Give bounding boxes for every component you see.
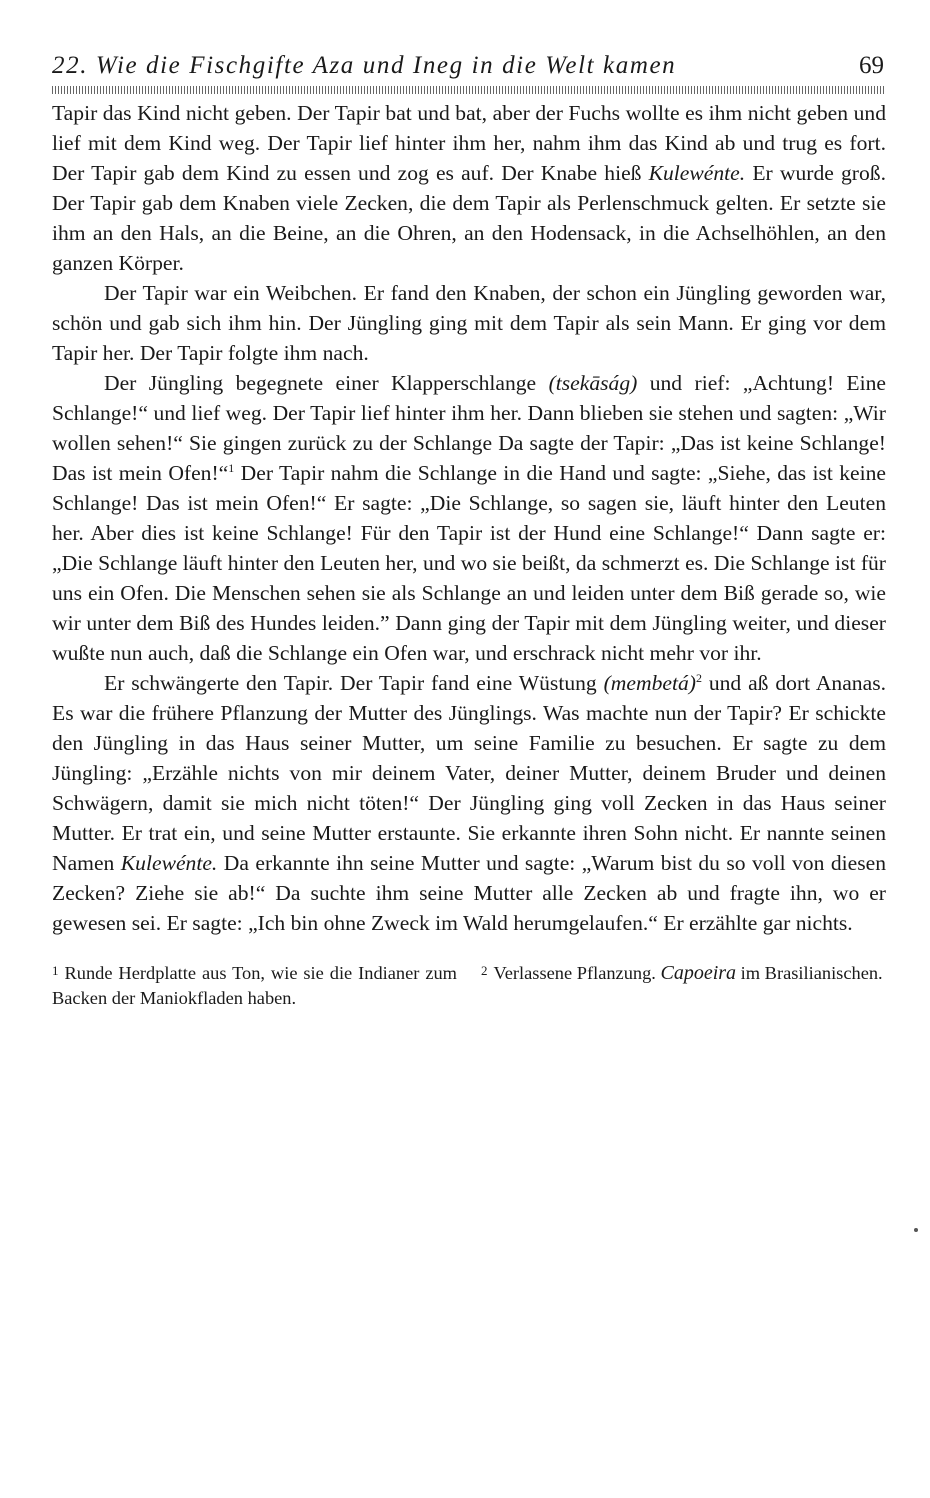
italic-term: (membetá) bbox=[603, 671, 696, 695]
text-run: Runde Herdplatte aus Ton, wie sie die Indianer zum Backen der Maniokfladen haben. bbox=[52, 963, 457, 1008]
text-run: Der Tapir war ein Weibchen. Er fand den Knaben, der schon ein Jüngling geworden war, schön und gab sich ihm hin. Der Jüngling ging mit dem Tapir als sein Mann. Er ging vor dem Tapir her. Der Tapir folgte ihm nach. bbox=[52, 281, 886, 365]
footnote-number: 1 bbox=[52, 963, 59, 978]
header-rule bbox=[52, 86, 886, 94]
text-run: Der Jüngling begegnete einer Klapperschlange bbox=[104, 371, 549, 395]
book-page bbox=[52, 52, 886, 1011]
footnote-marker: 1 bbox=[228, 461, 235, 475]
footnote bbox=[52, 958, 457, 1011]
text-run: Tapir das Kind nicht geben. Der Tapir bat und bat, aber der Fuchs wollte es ihm nicht geben und lief mit dem Kind weg. Der Tapir lief hinter ihm her, nahm ihm das Kind ab und trug es fort. Der Tapir gab dem Kind zu essen und zog es auf. Der Knabe hieß bbox=[52, 101, 886, 185]
paragraph bbox=[52, 668, 886, 938]
text-run: und rief: „Achtung! Eine Schlange!“ und lief weg. Der Tapir lief hinter ihm her. Dann blieben sie stehen und sagten: „Wir wollen sehen!“ Sie gingen zurück zu der Schlange Da sagte der Tapir: „Das ist keine Schlange! Das ist mein Ofen!“ bbox=[52, 371, 886, 485]
text-run: Er schwängerte den Tapir. Der Tapir fand eine Wüstung bbox=[104, 671, 604, 695]
paragraph bbox=[52, 368, 886, 668]
page-header bbox=[52, 52, 886, 86]
text-run: Da erkannte ihn seine Mutter und sagte: „Warum bist du so voll von diesen Zecken? Ziehe sie ab!“ Da suchte ihm seine Mutter alle Zecken ab und fragte ihn, wo er gewesen sei. Er sagte: „Ich bin ohne Zweck im Wald herumgelaufen.“ Er erzählte gar nichts. bbox=[52, 851, 886, 935]
text-run: Verlassene Pflanzung. bbox=[493, 963, 661, 983]
print-speck bbox=[914, 1228, 918, 1232]
text-run: Der Tapir nahm die Schlange in die Hand und sagte: „Siehe, das ist keine Schlange! Das ist mein Ofen!“ Er sagte: „Die Schlange, so sagen sie, läuft hinter den Leuten her. Aber dies ist keine Schlange! Für den Tapir ist der Hund eine Schlange!“ Dann sagte er: „Die Schlange läuft hinter den Leuten her, und wo sie beißt, da schmerzt es. Die Schlange ist für uns ein Ofen. Die Menschen sehen sie als Schlange an und leiden unter dem Biß gerade so, wie wir unter dem Biß des Hundes leiden.” Dann ging der Tapir mit dem Jüngling weiter, und dieser wußte nun auch, daß die Schlange ein Ofen war, und erschrack nicht mehr vor ihr. bbox=[52, 461, 886, 665]
italic-term: Kulewénte. bbox=[120, 851, 218, 875]
footnotes bbox=[52, 958, 886, 1011]
footnote-number: 2 bbox=[481, 963, 488, 978]
footnote bbox=[481, 958, 886, 1011]
body-text bbox=[52, 98, 886, 938]
page-number: 69 bbox=[859, 52, 884, 79]
italic-term: (tsekāság) bbox=[548, 371, 638, 395]
footnote-marker: 2 bbox=[695, 671, 702, 685]
text-run: im Brasilianischen. bbox=[736, 963, 883, 983]
text-run: und aß dort Ananas. Es war die frühere Pflanzung der Mutter des Jünglings. Was machte nun der Tapir? Er schickte den Jüngling in das Haus seiner Mutter, um seine Familie zu besuchen. Er sagte zu dem Jüngling: „Erzähle nichts von mir deinem Vater, deiner Mutter, deinem Bruder und deinen Schwägern, damit sie mich nicht töten!“ Der Jüngling ging voll Zecken in das Haus seiner Mutter. Er trat ein, und seine Mutter erstaunte. Sie erkannte ihren Sohn nicht. Er nannte seinen Namen bbox=[52, 671, 886, 875]
text-run: Er wurde groß. Der Tapir gab dem Knaben viele Zecken, die dem Tapir als Perlenschmuck gelten. Er setzte sie ihm an den Hals, an die Beine, an die Ohren, an den Hodensack, in die Achselhöhlen, an den ganzen Körper. bbox=[52, 161, 886, 275]
italic-term: Capoeira bbox=[660, 962, 737, 984]
italic-term: Kulewénte. bbox=[648, 161, 746, 185]
running-title: 22. Wie die Fischgifte Aza und Ineg in die Welt kamen bbox=[52, 52, 677, 79]
paragraph bbox=[52, 278, 886, 368]
paragraph bbox=[52, 98, 886, 278]
